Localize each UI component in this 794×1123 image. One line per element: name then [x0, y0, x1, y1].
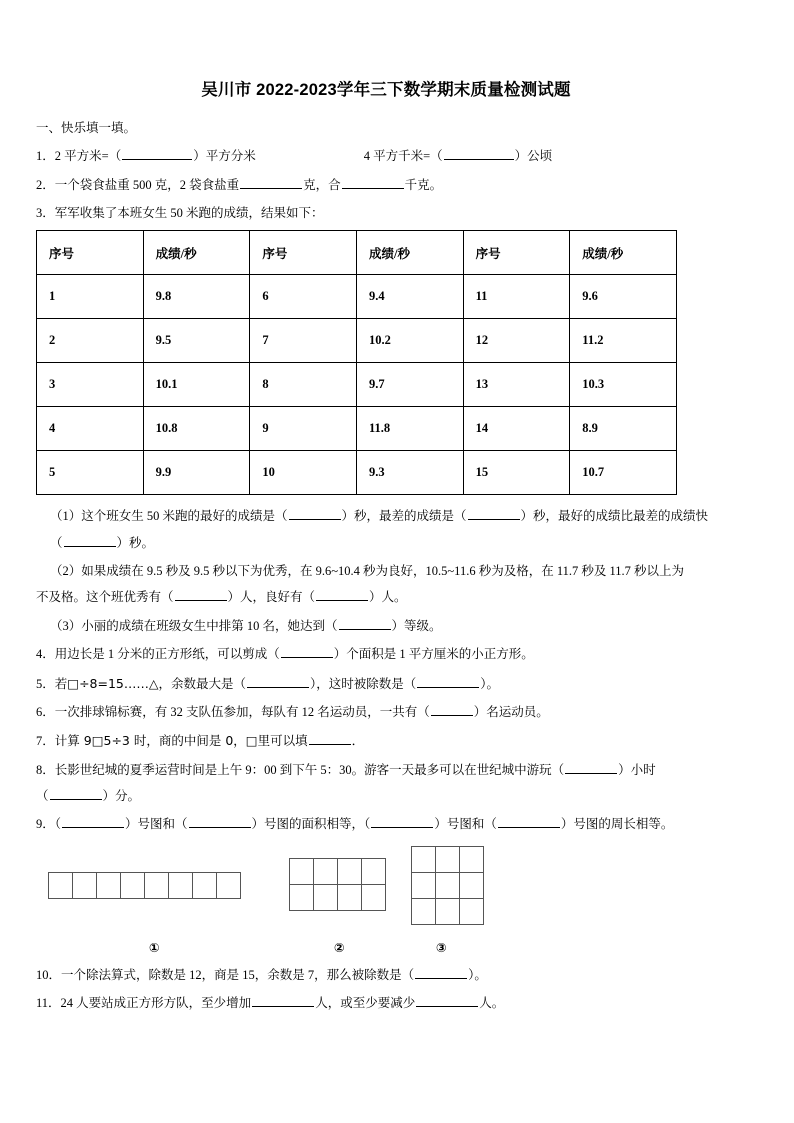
table-cell: 9.5 [143, 319, 250, 363]
table-cell: 5 [37, 451, 144, 495]
question-1-blank-2[interactable] [444, 147, 514, 160]
table-cell: 15 [463, 451, 570, 495]
question-6-text-a: 一次排球锦标赛，有 32 支队伍参加，每队有 12 名运动员，一共有（ [54, 704, 430, 719]
question-4-number: 4． [36, 647, 55, 662]
table-cell: 3 [37, 363, 144, 407]
question-3-sub-2-blank-2[interactable] [316, 589, 368, 602]
question-2-text-b: 克，合 [303, 177, 341, 192]
table-cell: 10.2 [356, 319, 463, 363]
question-11-blank-1[interactable] [252, 994, 314, 1007]
question-3-sub-1-text-b: ）秒，最差的成绩是（ [341, 509, 467, 524]
question-3-number: 3． [36, 205, 55, 220]
grid-cell [460, 899, 484, 925]
page-title: 吴川市 2022-2023学年三下数学期末质量检测试题 [201, 81, 571, 99]
question-11-text-b: 人，或至少要减少 [315, 996, 416, 1011]
question-11-blank-2[interactable] [416, 994, 478, 1007]
question-3-stem: 军军收集了本班女生 50 米跑的成绩，结果如下： [54, 205, 324, 220]
question-2-text-c: 千克。 [404, 177, 443, 192]
question-5-text-c: ）。 [480, 676, 500, 691]
question-3-sub-2-text-c: ）人，良好有（ [227, 590, 316, 605]
table-cell: 9.3 [356, 451, 463, 495]
question-11-text-a: 24 人要站成正方形方队，至少增加 [60, 996, 252, 1011]
question-7-text-b: ． [351, 734, 365, 749]
question-8-text-c: （ [36, 789, 49, 804]
grid-cell [314, 885, 338, 911]
question-9-text-e: ）号图的周长相等。 [560, 817, 674, 832]
question-10-number: 10． [36, 967, 62, 982]
question-1-right-text-b: ）公顷 [514, 149, 553, 164]
grid-cell [290, 859, 314, 885]
table-cell: 9.9 [143, 451, 250, 495]
question-2 [36, 176, 736, 195]
question-11 [36, 994, 736, 1013]
question-3-sub-3-blank-1[interactable] [339, 617, 391, 630]
figure-2-label: ② [334, 939, 345, 955]
table-cell: 1 [37, 275, 144, 319]
question-10-blank-1[interactable] [415, 966, 467, 979]
table-header-cell: 序号 [37, 231, 144, 275]
question-8 [36, 761, 736, 780]
question-3-sub-2-blank-1[interactable] [175, 589, 227, 602]
question-9-text-c: ）号图的面积相等，（ [251, 817, 371, 832]
table-cell: 10.7 [570, 451, 677, 495]
grid-cell [436, 873, 460, 899]
table-header-row [37, 231, 677, 275]
table-header-cell: 成绩/秒 [356, 231, 463, 275]
table-cell: 7 [250, 319, 357, 363]
table-cell: 11.2 [570, 319, 677, 363]
grid-cell [314, 859, 338, 885]
question-3-sub-2-text-b: 不及格。这个班优秀有（ [36, 590, 174, 605]
question-5-blank-2[interactable] [417, 675, 479, 688]
table-cell: 10.3 [570, 363, 677, 407]
grid-cell [460, 847, 484, 873]
question-3-sub-3-text-a: （3）小丽的成绩在班级女生中排第 10 名，她达到（ [50, 618, 338, 633]
table-cell: 10 [250, 451, 357, 495]
question-3-sub-1-text-c: ）秒，最好的成绩比最差的成绩快 [520, 509, 709, 524]
question-3 [36, 204, 736, 223]
figure-3-label: ③ [436, 939, 447, 955]
question-4-text-b: ）个面积是 1 平方厘米的小正方形。 [333, 647, 534, 662]
table-cell: 12 [463, 319, 570, 363]
grid-cell [412, 899, 436, 925]
question-11-number: 11． [36, 996, 61, 1011]
question-2-blank-1[interactable] [240, 176, 302, 189]
table-row [37, 451, 677, 495]
grid-cell [290, 885, 314, 911]
question-3-sub-2-text-d: ）人。 [369, 590, 407, 605]
question-3-sub-3-text-b: ）等级。 [391, 618, 442, 633]
table-cell: 4 [37, 407, 144, 451]
grid-cell [97, 873, 121, 899]
table-cell: 10.1 [143, 363, 250, 407]
question-9 [36, 815, 736, 834]
question-5-blank-1[interactable] [247, 675, 309, 688]
question-8-text-d: ）分。 [102, 789, 141, 804]
question-3-sub-1-blank-1[interactable] [289, 507, 341, 520]
question-3-sub-1-text-a: （1）这个班女生 50 米跑的最好的成绩是（ [50, 509, 288, 524]
question-9-blank-4[interactable] [498, 816, 560, 829]
question-5-text-a: 若□÷8=15……△，余数最大是（ [54, 675, 246, 691]
question-5-number: 5． [36, 676, 55, 691]
grid-cell [217, 873, 241, 899]
question-1-blank-1[interactable] [122, 147, 192, 160]
question-3-sub-2 [36, 562, 736, 581]
question-3-sub-1-blank-3[interactable] [64, 534, 116, 547]
question-1 [36, 147, 736, 166]
question-3-sub-1-blank-2[interactable] [468, 507, 520, 520]
question-9-text-a: （ [54, 817, 62, 832]
question-6-number: 6． [36, 704, 55, 719]
question-9-blank-1[interactable] [62, 816, 124, 829]
grid-cell [193, 873, 217, 899]
table-row [37, 363, 677, 407]
question-3-sub-1-text-d: （ [50, 535, 63, 550]
question-8-number: 8． [36, 762, 55, 777]
question-3-sub-1 [36, 507, 736, 526]
question-9-text-b: ）号图和（ [125, 817, 188, 832]
question-1-left-text-b: ）平方分米 [193, 149, 256, 164]
question-5-text-b: ），这时被除数是（ [310, 676, 417, 691]
question-10-text-a: 一个除法算式，除数是 12，商是 15，余数是 7，那么被除数是（ [61, 967, 415, 982]
table-cell: 9 [250, 407, 357, 451]
question-7-text-a: 计算 9□5÷3 时，商的中间是 0，□里可以填 [54, 733, 308, 749]
table-cell: 9.8 [143, 275, 250, 319]
section-heading-fill-in: 一、快乐填一填。 [36, 121, 137, 136]
grid-cell [121, 873, 145, 899]
table-cell: 2 [37, 319, 144, 363]
table-cell: 9.7 [356, 363, 463, 407]
grid-cell [362, 885, 386, 911]
question-8-text-b: ）小时 [618, 762, 656, 777]
question-10-text-b: ）。 [468, 967, 487, 982]
grid-cell [436, 899, 460, 925]
question-5 [36, 674, 736, 694]
grid-cell [338, 859, 362, 885]
grid-cell [145, 873, 169, 899]
table-cell: 10.8 [143, 407, 250, 451]
grid-cell [73, 873, 97, 899]
question-7 [36, 731, 736, 751]
question-9-text-d: ）号图和（ [434, 817, 497, 832]
table-cell: 8 [250, 363, 357, 407]
question-6 [36, 703, 736, 722]
question-7-number: 7． [36, 734, 55, 749]
question-3-sub-2-text-a: （2）如果成绩在 9.5 秒及 9.5 秒以下为优秀，在 9.6~10.4 秒为良好，10.5~11.6 秒为及格，在 11.7 秒及 11.7 秒以上为 [50, 564, 685, 579]
question-2-blank-2[interactable] [342, 176, 404, 189]
question-2-number: 2． [36, 177, 55, 192]
table-cell: 11.8 [356, 407, 463, 451]
question-4 [36, 645, 736, 664]
question-4-blank-1[interactable] [281, 645, 333, 658]
grid-cell [412, 847, 436, 873]
question-9-blank-2[interactable] [189, 816, 251, 829]
table-cell: 9.6 [570, 275, 677, 319]
question-6-blank-1[interactable] [431, 703, 473, 716]
grid-cell [362, 859, 386, 885]
table-cell: 14 [463, 407, 570, 451]
question-9-blank-3[interactable] [371, 816, 433, 829]
question-9-number: 9． [36, 817, 55, 832]
table-header-cell: 成绩/秒 [570, 231, 677, 275]
question-1-left-text-a: 2 平方米=（ [54, 149, 122, 164]
table-header-cell: 序号 [250, 231, 357, 275]
question-10 [36, 966, 736, 985]
grid-cell [49, 873, 73, 899]
question-2-text-a: 一个袋食盐重 500 克，2 袋食盐重 [54, 177, 240, 192]
table-row [37, 319, 677, 363]
grid-cell [460, 873, 484, 899]
figure-1-label: ① [149, 939, 160, 955]
table-header-cell: 序号 [463, 231, 570, 275]
grid-cell [169, 873, 193, 899]
question-1-number: 1． [36, 149, 55, 164]
grid-cell [338, 885, 362, 911]
table-row [37, 407, 677, 451]
question-4-text-a: 用边长是 1 分米的正方形纸，可以剪成（ [54, 647, 280, 662]
figure-2-grid [289, 858, 386, 911]
question-6-text-b: ）名运动员。 [473, 704, 549, 719]
question-7-blank-1[interactable] [309, 732, 351, 745]
question-8-text-a: 长影世纪城的夏季运营时间是上午 9：00 到下午 5：30。游客一天最多可以在世纪城中游玩（ [54, 762, 565, 777]
question-3-sub-1-text-e: ）秒。 [116, 535, 155, 550]
table-cell: 9.4 [356, 275, 463, 319]
table-header-cell: 成绩/秒 [143, 231, 250, 275]
question-1-right-text-a: 4 平方千米=（ [363, 149, 443, 164]
figure-3-grid [411, 846, 484, 925]
grid-cell [436, 847, 460, 873]
question-8-blank-2[interactable] [50, 787, 102, 800]
grid-cell [412, 873, 436, 899]
question-8-line2 [36, 787, 736, 806]
table-cell: 11 [463, 275, 570, 319]
table-row [37, 275, 677, 319]
question-11-text-c: 人。 [479, 996, 505, 1011]
scores-table [36, 230, 677, 495]
table-cell: 6 [250, 275, 357, 319]
table-cell: 13 [463, 363, 570, 407]
question-3-sub-2-line2 [36, 588, 736, 607]
table-cell: 8.9 [570, 407, 677, 451]
figure-1-grid [48, 872, 241, 899]
question-8-blank-1[interactable] [565, 761, 617, 774]
question-3-sub-3 [36, 617, 736, 636]
question-3-sub-1-line2 [36, 534, 736, 553]
question-9-figures [36, 844, 736, 955]
